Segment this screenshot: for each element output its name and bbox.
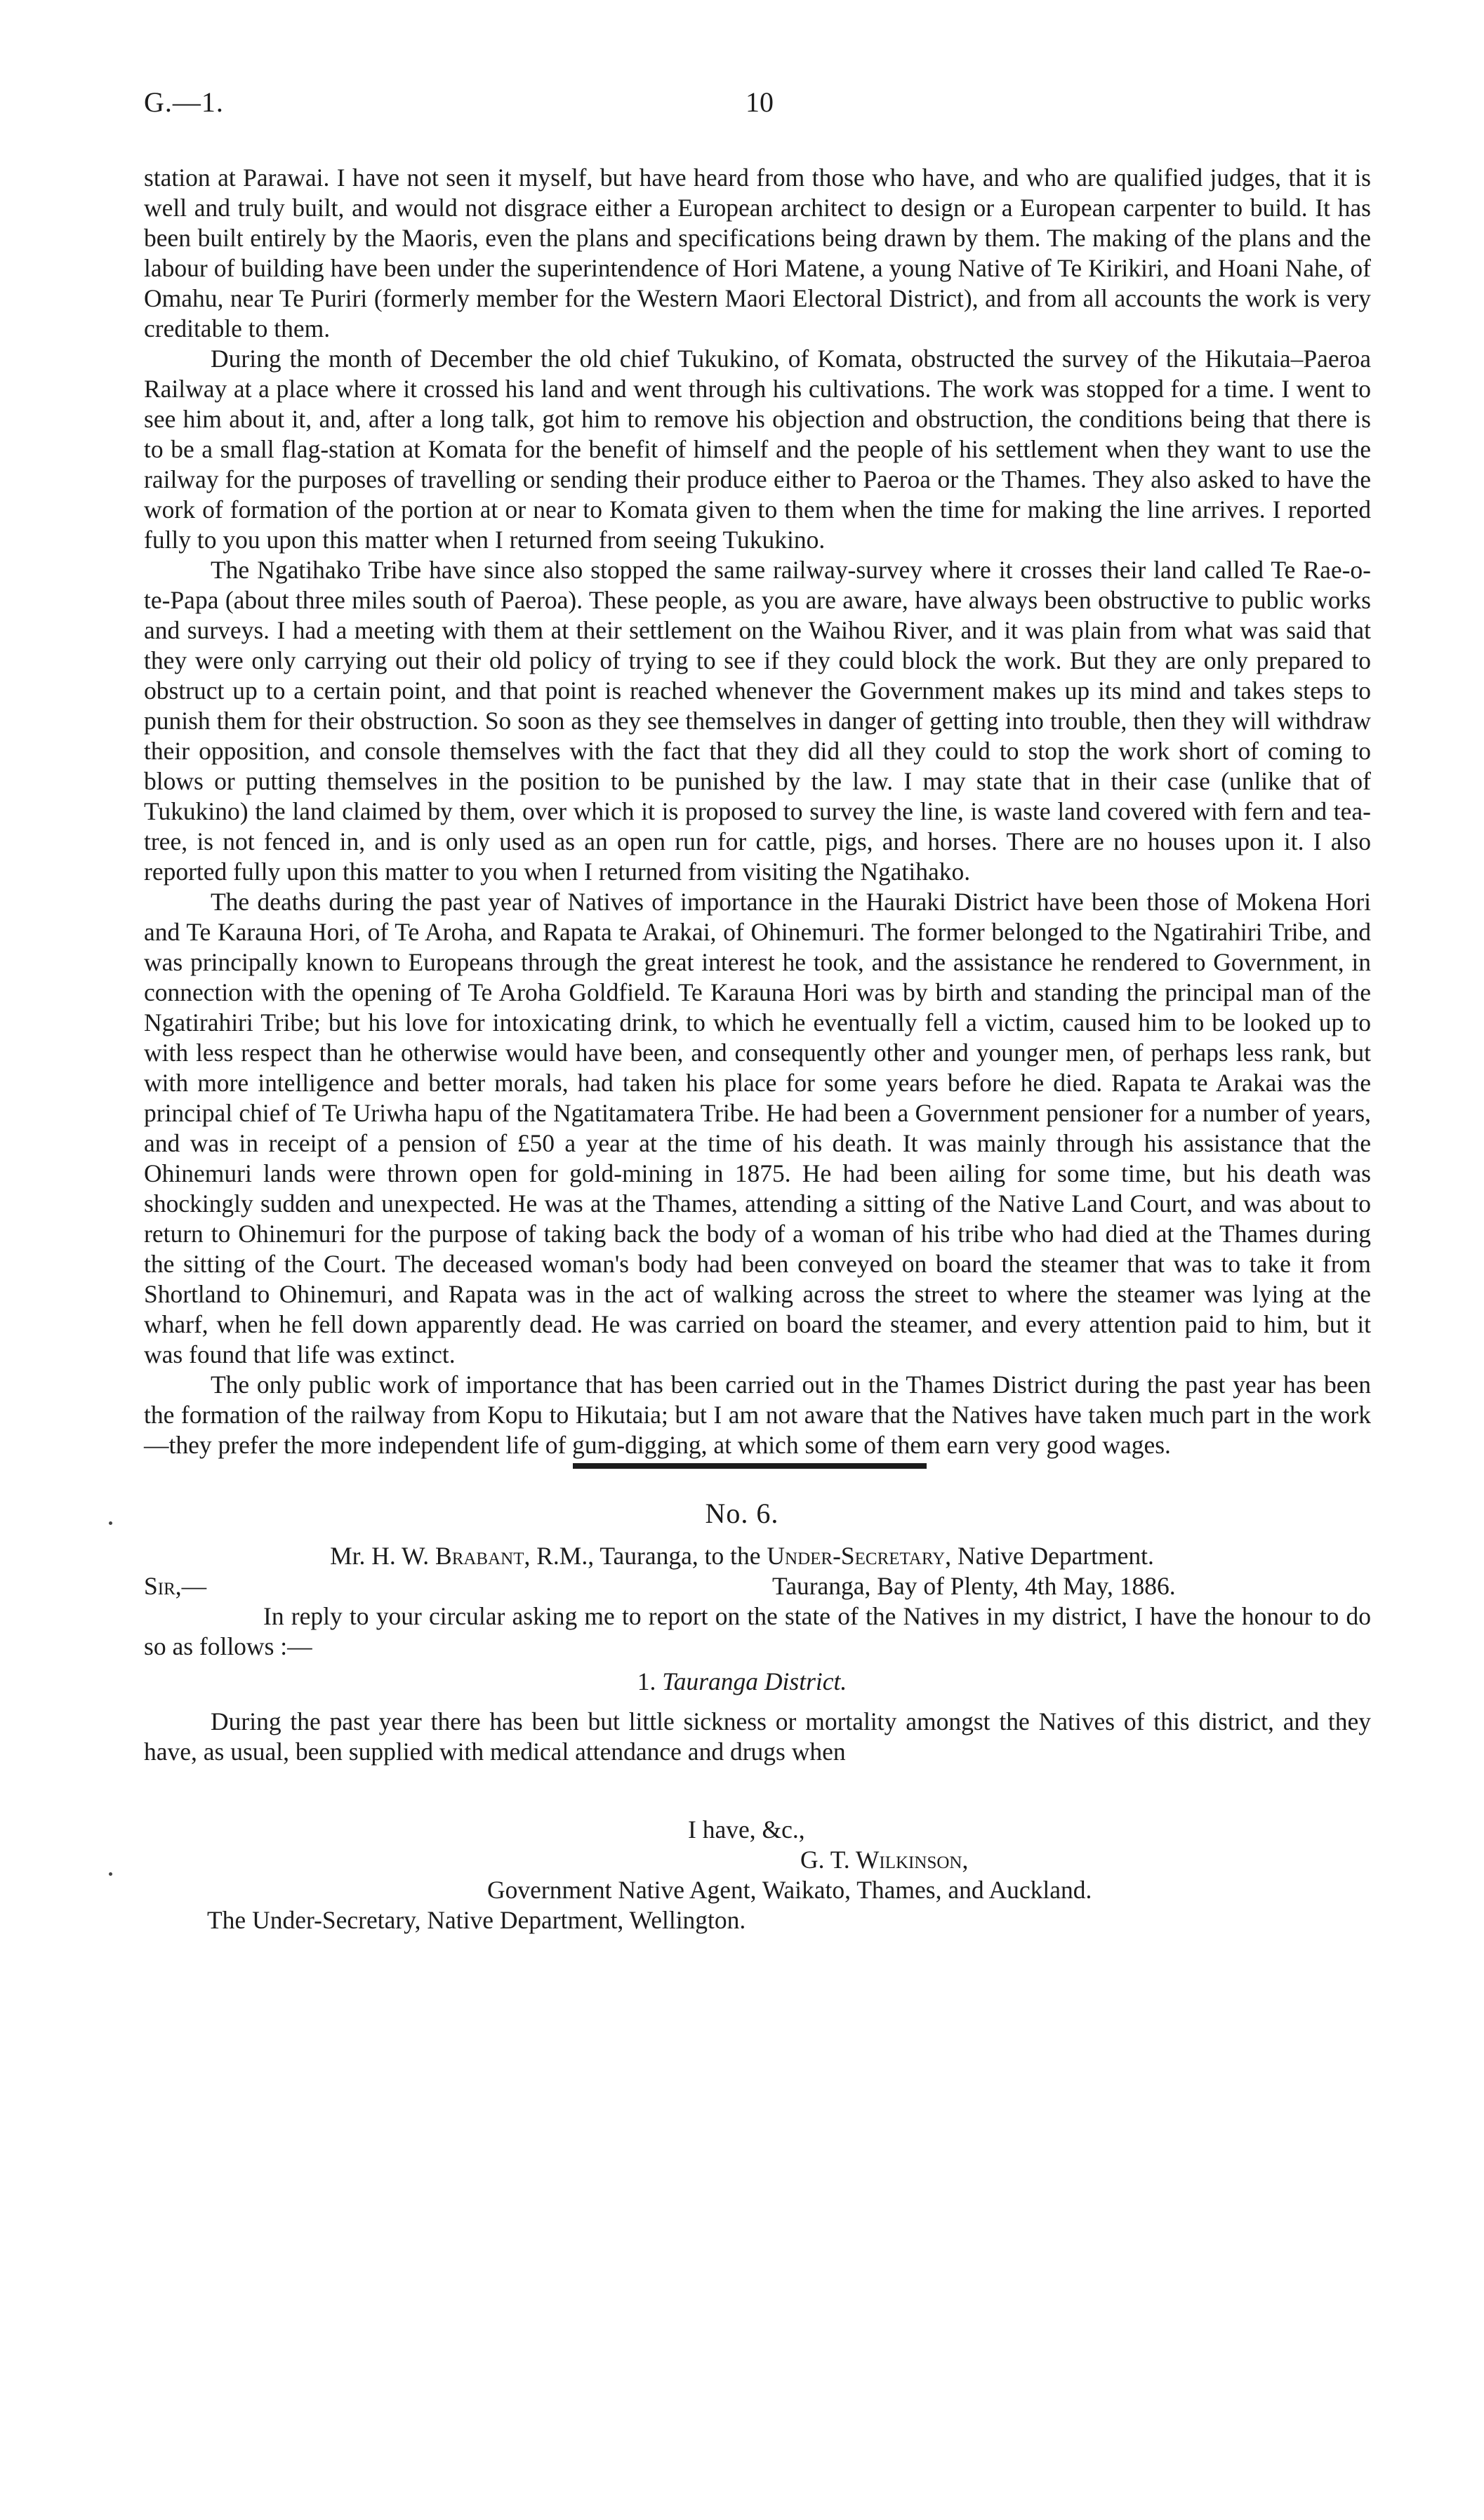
letter-heading [0, 1541, 1484, 1571]
letter-from-prefix: Mr. H. W. [330, 1542, 436, 1570]
signatory-title: Government Native Agent, Waikato, Thames, and Auckland. [487, 1876, 1092, 1904]
letter-to-name: Under-Secretary [767, 1542, 946, 1570]
paragraph-tukukino: During the month of December the old chief Tukukino, of Komata, obstructed the survey of the Hikutaia–Paeroa Railway at a place where it crossed his land and went through his cultivations. The work was stopped for a time. I went to see him about it, and, after a long talk, got him to remove his objection and obstruction, the conditions being that there is to be a small flag-station at Komata for the benefit of himself and the people of his settlement when they want to use the railway for the purposes of travelling or sending their produce either to Paeroa or the Thames. They also asked to have the work of formation of the portion at or near to Komata given to them when the time for making the line arrives. I reported fully to you upon this matter when I returned from seeing Tukukino. [144, 345, 1371, 554]
letter-place-date: Tauranga, Bay of Plenty, 4th May, 1886. [772, 1572, 1176, 1600]
letter-number: No. 6. [705, 1498, 779, 1529]
section-paragraph: During the past year there has been but little sickness or mortality amongst the Natives of this district, and they have, as usual, been supplied with medical attendance and drugs when [144, 1707, 1371, 1766]
letter-from-rest: , R.M., Tauranga, to the [524, 1542, 767, 1570]
page-number: 10 [746, 86, 774, 118]
addressee: The Under-Secretary, Native Department, Wellington. [207, 1906, 746, 1934]
section-title: Tauranga District. [662, 1667, 847, 1695]
letter-body [144, 163, 1371, 1460]
letter-to-rest: , Native Department. [945, 1542, 1154, 1570]
letter-opening: In reply to your circular asking me to report on the state of the Natives in my district, I have the honour to do so as follows :— [144, 1602, 1371, 1660]
document-reference: G.—1. [144, 86, 224, 118]
section-number: 1. [637, 1667, 663, 1695]
scan-speck [109, 1521, 112, 1525]
signatory-name: G. T. Wilkinson, [800, 1846, 969, 1874]
paragraph-deaths: The deaths during the past year of Natives of importance in the Hauraki District have been those of Mokena Hori and Te Karauna Hori, of Te Aroha, and Rapata te Arakai, of Ohinemuri. The former belonged to the Ngatirahiri Tribe, and was principally known to Europeans through the great interest he took, and the assistance he rendered to Government, in connection with the opening of Te Aroha Goldfield. Te Karauna Hori was by birth and standing the principal man of the Ngatirahiri Tribe; but his love for intoxicating drink, to which he eventually fell a victim, caused him to be looked up to with less respect than he otherwise would have been, and consequently other and younger men, of perhaps less rank, but with more intelligence and better morals, had taken his place for some years before he died. Rapata te Arakai was the principal chief of Te Uriwha hapu of the Ngatitamatera Tribe. He had been a Government pensioner for a number of years, and was in receipt of a pension of £50 a year at the time of his death. It was mainly through his assistance that the Ohinemuri lands were thrown open for gold-mining in 1875. He had been ailing for some time, but his death was shockingly sudden and unexpected. He was at the Thames, attending a sitting of the Native Land Court, and was about to return to Ohinemuri for the purpose of taking back the body of a woman of his tribe who had died at the Thames during the sitting of the Court. The deceased woman's body had been conveyed on board the steamer that was to take it from Shortland to Ohinemuri, and Rapata was in the act of walking across the street to where the steamer was lying at the wharf, when he fell down apparently dead. He was carried on board the steamer, and every attention paid to him, but it was found that life was extinct. [144, 888, 1371, 1368]
paragraph-public-works: The only public work of importance that has been carried out in the Thames District during the past year has been the formation of the railway from Kopu to Hikutaia; but I am not aware that the Natives have taken much part in the work—they prefer the more independent life of gum-digging, at which some of them earn very good wages. [144, 1371, 1371, 1459]
section-divider [573, 1463, 927, 1469]
letter-from-name: Brabant [435, 1542, 524, 1570]
paragraph-ngatihako: The Ngatihako Tribe have since also stopped the same railway-survey where it crosses their land called Te Rae-o-te-Papa (about three miles south of Paeroa). These people, as you are aware, have always been obstructive to public works and surveys. I had a meeting with them at their settlement on the Waihou River, and it was plain from what was said that they were only carrying out their old policy of trying to see if they could block the work. But they are only prepared to obstruct up to a certain point, and that point is reached whenever the Government makes up its mind and takes steps to punish them for their obstruction. So soon as they see themselves in danger of getting into trouble, then they will withdraw their opposition, and console themselves with the fact that they did all they could to stop the work short of coming to blows or putting themselves in the position to be punished by the law. I may state that in their case (unlike that of Tukukino) the land claimed by them, over which it is proposed to survey the line, is waste land covered with fern and tea-tree, is not fenced in, and is only used as an open run for cattle, pigs, and horses. There are no houses upon it. I also reported fully upon this matter to you when I returned from visiting the Ngatihako. [144, 556, 1371, 886]
paragraph-continuation: station at Parawai. I have not seen it myself, but have heard from those who have, and who are qualified judges, that it is well and truly built, and would not disgrace either a European architect to design or a European carpenter to build. It has been built entirely by the Maoris, even the plans and specifications being drawn by them. The making of the plans and the labour of building have been under the superintendence of Hori Matene, a young Native of Te Kirikiri, and Hoani Nahe, of Omahu, near Te Puriri (formerly member for the Western Maori Electoral District), and from all accounts the work is very creditable to them. [144, 164, 1371, 342]
scan-speck [109, 1872, 112, 1876]
closing-salutation: I have, &c., [688, 1815, 805, 1844]
letter-salutation: Sir,— [144, 1572, 207, 1600]
section-heading [0, 1667, 1484, 1697]
